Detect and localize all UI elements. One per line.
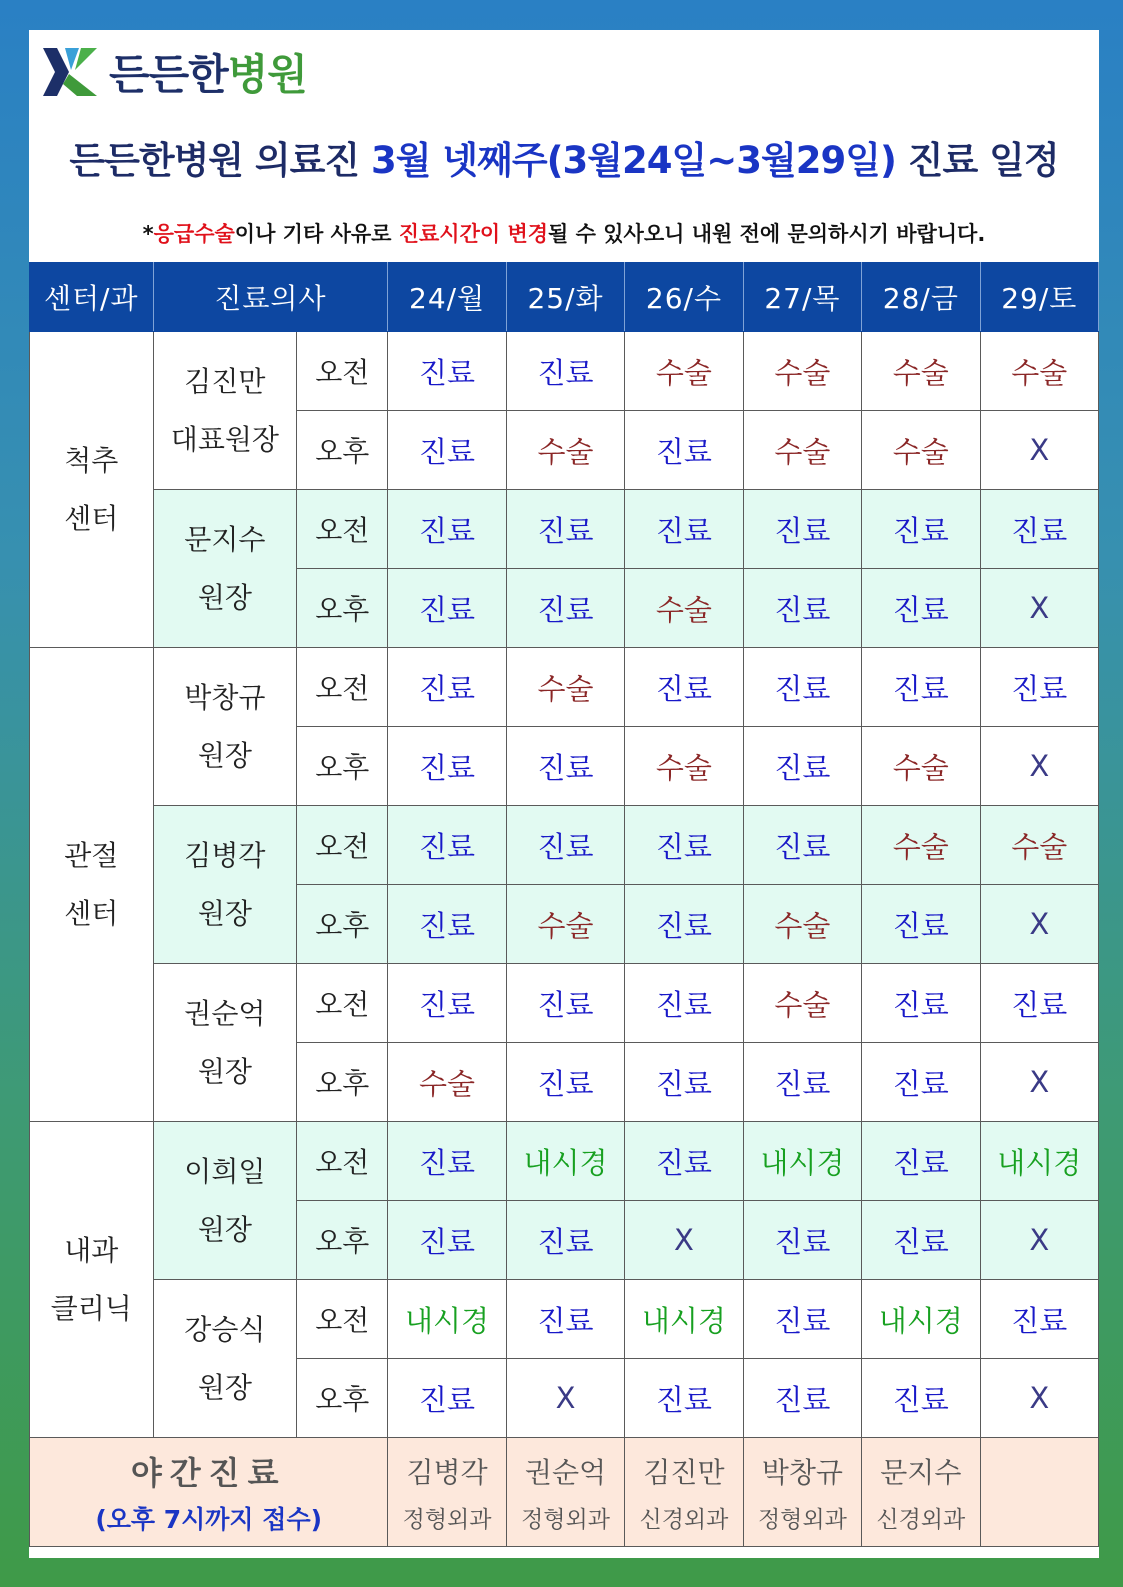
schedule-cell: 수술 — [506, 411, 624, 490]
schedule-cell: 진료 — [625, 885, 743, 964]
schedule-cell: X — [625, 1201, 743, 1280]
night-clinic-cell: 김병각 정형외과 — [388, 1438, 506, 1547]
schedule-cell: 진료 — [862, 885, 980, 964]
schedule-cell: 수술 — [980, 332, 1098, 411]
schedule-cell: 진료 — [743, 1043, 861, 1122]
schedule-cell: 진료 — [862, 964, 980, 1043]
schedule-cell: 내시경 — [862, 1280, 980, 1359]
schedule-cell: X — [980, 1359, 1098, 1438]
logo-text: 든든한병원 — [109, 50, 307, 99]
schedule-row — [30, 964, 1099, 1043]
header-day: 25/화 — [506, 263, 624, 332]
schedule-cell: 수술 — [862, 727, 980, 806]
schedule-cell: 진료 — [388, 806, 506, 885]
schedule-cell: 진료 — [743, 490, 861, 569]
schedule-cell: 수술 — [862, 411, 980, 490]
period-pm: 오후 — [297, 411, 388, 490]
schedule-cell: 수술 — [625, 332, 743, 411]
schedule-cell: 진료 — [506, 569, 624, 648]
header-doctor: 진료의사 — [153, 263, 388, 332]
schedule-cell: X — [506, 1359, 624, 1438]
schedule-cell: X — [980, 885, 1098, 964]
night-clinic-cell — [980, 1438, 1098, 1547]
schedule-cell: 수술 — [625, 569, 743, 648]
period-am: 오전 — [297, 1122, 388, 1201]
schedule-cell: 진료 — [625, 411, 743, 490]
doctor-name: 김진만 대표원장 — [153, 332, 297, 490]
night-clinic-cell: 김진만 신경외과 — [625, 1438, 743, 1547]
schedule-cell: 진료 — [388, 1122, 506, 1201]
night-clinic-row — [30, 1438, 1099, 1547]
schedule-cell: 진료 — [862, 1201, 980, 1280]
schedule-cell: 수술 — [743, 332, 861, 411]
night-clinic-cell: 권순억 정형외과 — [506, 1438, 624, 1547]
schedule-cell: 진료 — [980, 964, 1098, 1043]
schedule-cell: 진료 — [862, 648, 980, 727]
schedule-cell: 내시경 — [625, 1280, 743, 1359]
doctor-name: 김병각 원장 — [153, 806, 297, 964]
schedule-cell: 진료 — [743, 648, 861, 727]
schedule-cell: 진료 — [388, 411, 506, 490]
header-day: 24/월 — [388, 263, 506, 332]
doctor-name: 권순억 원장 — [153, 964, 297, 1122]
period-am: 오전 — [297, 490, 388, 569]
schedule-cell: 진료 — [625, 648, 743, 727]
schedule-cell: X — [980, 1201, 1098, 1280]
schedule-cell: 진료 — [625, 490, 743, 569]
header-day: 29/토 — [980, 263, 1098, 332]
schedule-cell: 진료 — [743, 1359, 861, 1438]
schedule-cell: 수술 — [862, 806, 980, 885]
schedule-cell: 진료 — [625, 964, 743, 1043]
schedule-row — [30, 648, 1099, 727]
schedule-cell: 진료 — [388, 885, 506, 964]
doctor-name: 문지수 원장 — [153, 490, 297, 648]
schedule-cell: 진료 — [862, 1122, 980, 1201]
page-title: 든든한병원 의료진 3월 넷째주(3월24일~3월29일) 진료 일정 — [69, 139, 1059, 182]
period-am: 오전 — [297, 806, 388, 885]
table-header-row — [30, 263, 1099, 332]
schedule-cell: 진료 — [388, 332, 506, 411]
schedule-cell: 내시경 — [506, 1122, 624, 1201]
schedule-cell: 수술 — [743, 964, 861, 1043]
schedule-cell: 진료 — [625, 1359, 743, 1438]
period-am: 오전 — [297, 648, 388, 727]
schedule-cell: 진료 — [743, 806, 861, 885]
hospital-logo — [41, 44, 307, 100]
schedule-cell: 진료 — [743, 1201, 861, 1280]
center-name: 관절 센터 — [30, 648, 154, 1122]
schedule-cell: 진료 — [862, 1359, 980, 1438]
schedule-cell: 진료 — [743, 569, 861, 648]
schedule-cell: 진료 — [625, 1122, 743, 1201]
schedule-cell: 진료 — [506, 490, 624, 569]
schedule-cell: 진료 — [506, 806, 624, 885]
schedule-cell: 진료 — [625, 806, 743, 885]
schedule-cell: 수술 — [743, 411, 861, 490]
schedule-cell: X — [980, 1043, 1098, 1122]
period-am: 오전 — [297, 1280, 388, 1359]
night-clinic-subtitle: (오후 7시까지 접수) — [95, 1505, 323, 1534]
schedule-cell: 진료 — [388, 1201, 506, 1280]
schedule-sheet — [29, 30, 1099, 1558]
schedule-cell: 진료 — [506, 1280, 624, 1359]
period-pm: 오후 — [297, 1201, 388, 1280]
schedule-cell: 진료 — [980, 648, 1098, 727]
schedule-table — [29, 262, 1099, 1547]
schedule-cell: 진료 — [506, 727, 624, 806]
header-day: 26/수 — [625, 263, 743, 332]
schedule-cell: 진료 — [388, 964, 506, 1043]
schedule-cell: 수술 — [743, 885, 861, 964]
doctor-name: 박창규 원장 — [153, 648, 297, 806]
schedule-row — [30, 490, 1099, 569]
period-pm: 오후 — [297, 1043, 388, 1122]
header-center: 센터/과 — [30, 263, 154, 332]
header-day: 27/목 — [743, 263, 861, 332]
schedule-cell: 진료 — [862, 490, 980, 569]
schedule-cell: 진료 — [625, 1043, 743, 1122]
schedule-cell: 진료 — [506, 1043, 624, 1122]
schedule-cell: 진료 — [388, 490, 506, 569]
logo-mark-icon — [41, 44, 99, 100]
schedule-cell: 수술 — [506, 885, 624, 964]
schedule-row — [30, 806, 1099, 885]
schedule-cell: 수술 — [388, 1043, 506, 1122]
schedule-cell: 진료 — [980, 490, 1098, 569]
schedule-cell: 내시경 — [980, 1122, 1098, 1201]
schedule-cell: X — [980, 411, 1098, 490]
schedule-row — [30, 1122, 1099, 1201]
schedule-cell: 진료 — [980, 1280, 1098, 1359]
period-am: 오전 — [297, 332, 388, 411]
schedule-cell: X — [980, 727, 1098, 806]
center-name: 내과 클리닉 — [30, 1122, 154, 1438]
period-pm: 오후 — [297, 1359, 388, 1438]
schedule-cell: 진료 — [506, 332, 624, 411]
schedule-cell: 내시경 — [388, 1280, 506, 1359]
notice-text: *응급수술이나 기타 사유로 진료시간이 변경될 수 있사오니 내원 전에 문의하시기 바랍니다. — [142, 222, 986, 246]
schedule-cell: 수술 — [506, 648, 624, 727]
schedule-cell: 수술 — [862, 332, 980, 411]
doctor-name: 강승식 원장 — [153, 1280, 297, 1438]
schedule-cell: 진료 — [743, 727, 861, 806]
schedule-row — [30, 332, 1099, 411]
period-pm: 오후 — [297, 569, 388, 648]
schedule-cell: 진료 — [506, 1201, 624, 1280]
doctor-name: 이희일 원장 — [153, 1122, 297, 1280]
center-name: 척추 센터 — [30, 332, 154, 648]
night-clinic-title: 야간진료 — [130, 1454, 287, 1492]
schedule-cell: 수술 — [625, 727, 743, 806]
period-am: 오전 — [297, 964, 388, 1043]
schedule-cell: 진료 — [388, 569, 506, 648]
period-pm: 오후 — [297, 885, 388, 964]
schedule-row — [30, 1280, 1099, 1359]
schedule-cell: 진료 — [862, 1043, 980, 1122]
night-clinic-label — [30, 1438, 388, 1547]
night-clinic-cell: 문지수 신경외과 — [862, 1438, 980, 1547]
schedule-cell: 진료 — [743, 1280, 861, 1359]
header-day: 28/금 — [862, 263, 980, 332]
night-clinic-cell: 박창규 정형외과 — [743, 1438, 861, 1547]
schedule-cell: 내시경 — [743, 1122, 861, 1201]
schedule-cell: 진료 — [388, 727, 506, 806]
schedule-cell: 수술 — [980, 806, 1098, 885]
period-pm: 오후 — [297, 727, 388, 806]
schedule-cell: 진료 — [388, 1359, 506, 1438]
schedule-cell: 진료 — [862, 569, 980, 648]
schedule-cell: 진료 — [506, 964, 624, 1043]
schedule-cell: X — [980, 569, 1098, 648]
schedule-cell: 진료 — [388, 648, 506, 727]
